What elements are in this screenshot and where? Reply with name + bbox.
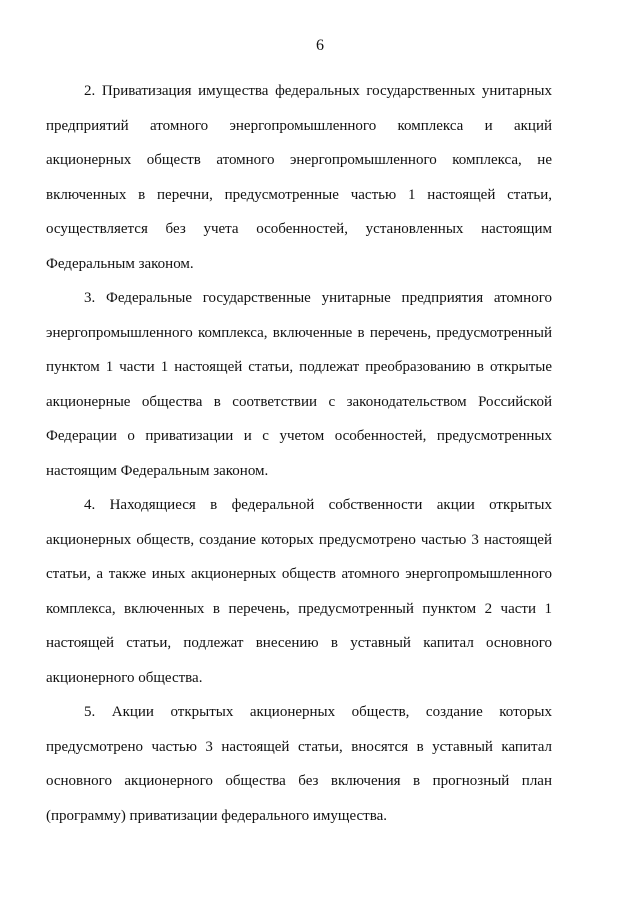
page-number: 6	[316, 37, 324, 54]
paragraph-4: 4. Находящиеся в федеральной собственности акции открытых акционерных обществ, создание которых предусмотрено частью 3 настоящей статьи, а также иных акционерных обществ атомного энергопромышленного комплекса, включенных в перечень, предусмотренный пунктом 2 части 1 настоящей статьи, подлежат внесению в уставный капитал основного акционерного общества.	[46, 497, 552, 686]
paragraph-2: 2. Приватизация имущества федеральных государственных унитарных предприятий атомного энергопромышленного комплекса и акций акционерных обществ атомного энергопромышленного комплекса, не включенных в перечни, предусмотренные частью 1 настоящей статьи, осуществляется без учета особенностей, установленных настоящим Федеральным законом.	[46, 83, 552, 272]
document-body	[46, 74, 552, 833]
paragraph-5: 5. Акции открытых акционерных обществ, создание которых предусмотрено частью 3 настоящей статьи, вносятся в уставный капитал основного акционерного общества без включения в прогнозный план (программу) приватизации федерального имущества.	[46, 704, 552, 824]
paragraph-3: 3. Федеральные государственные унитарные предприятия атомного энергопромышленного комплекса, включенные в перечень, предусмотренный пунктом 1 части 1 настоящей статьи, подлежат преобразованию в открытые акционерные общества в соответствии с законодательством Российской Федерации о приватизации и с учетом особенностей, предусмотренных настоящим Федеральным законом.	[46, 290, 552, 479]
